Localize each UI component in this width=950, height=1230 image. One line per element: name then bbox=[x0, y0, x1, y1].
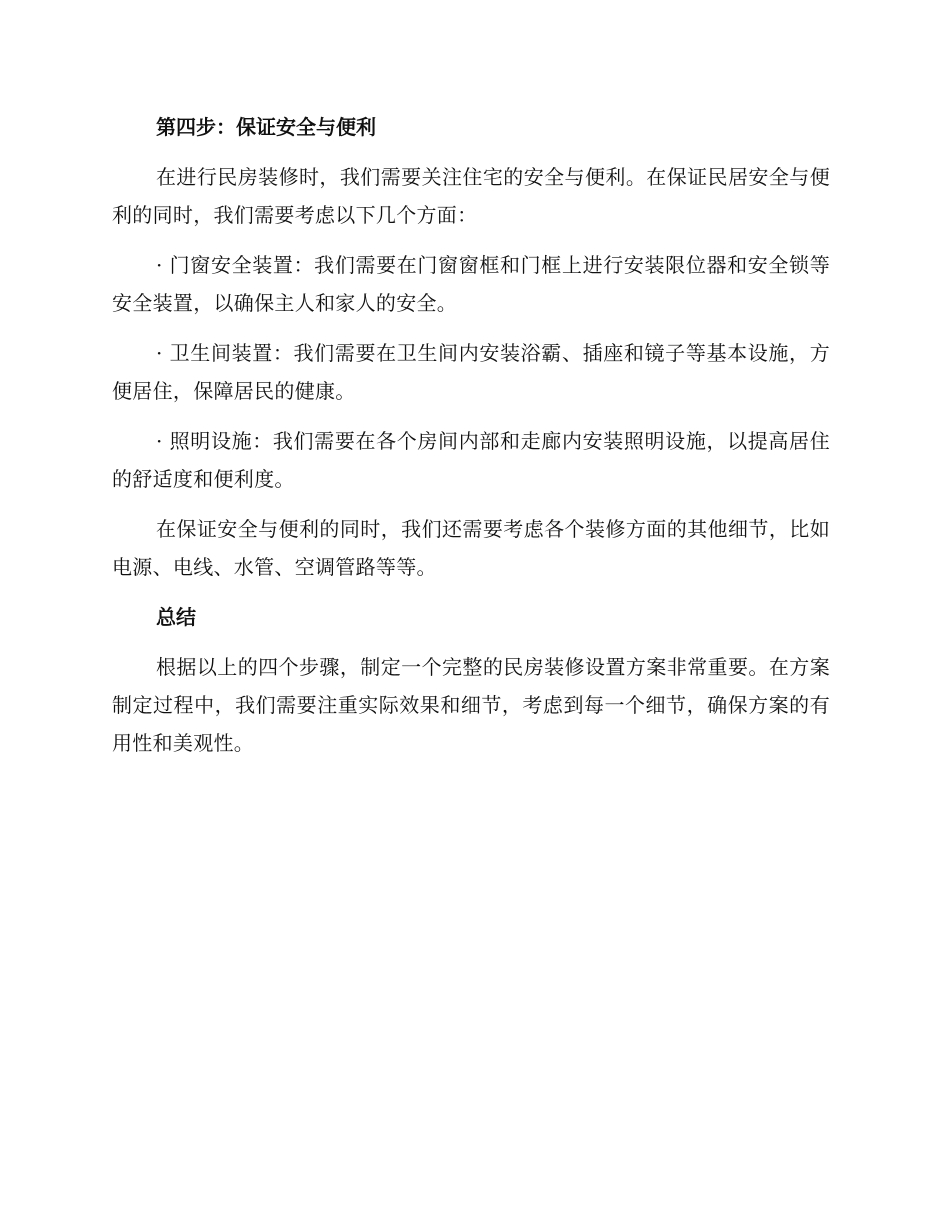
detail-paragraph: 在保证安全与便利的同时，我们还需要考虑各个装修方面的其他细节，比如电源、电线、水管、空调管路等等。 bbox=[112, 517, 830, 579]
bullet-bathroom-fixtures: · 卫生间装置：我们需要在卫生间内安装浴霸、插座和镜子等基本设施，方便居住，保障居民的健康。 bbox=[112, 341, 830, 403]
summary-paragraph: 根据以上的四个步骤，制定一个完整的民房装修设置方案非常重要。在方案制定过程中，我们需要注重实际效果和细节，考虑到每一个细节，确保方案的有用性和美观性。 bbox=[112, 655, 830, 755]
section-heading: 第四步：保证安全与便利 bbox=[156, 115, 376, 139]
bullet-lighting: · 照明设施：我们需要在各个房间内部和走廊内安装照明设施，以提高居住的舒适度和便利度。 bbox=[112, 429, 830, 491]
summary-heading: 总结 bbox=[156, 605, 196, 629]
intro-paragraph: 在进行民房装修时，我们需要关注住宅的安全与便利。在保证民居安全与便利的同时，我们需要考虑以下几个方面： bbox=[112, 165, 830, 227]
bullet-door-window-safety: · 门窗安全装置：我们需要在门窗窗框和门框上进行安装限位器和安全锁等安全装置，以确保主人和家人的安全。 bbox=[112, 253, 830, 315]
document-body bbox=[112, 108, 830, 774]
